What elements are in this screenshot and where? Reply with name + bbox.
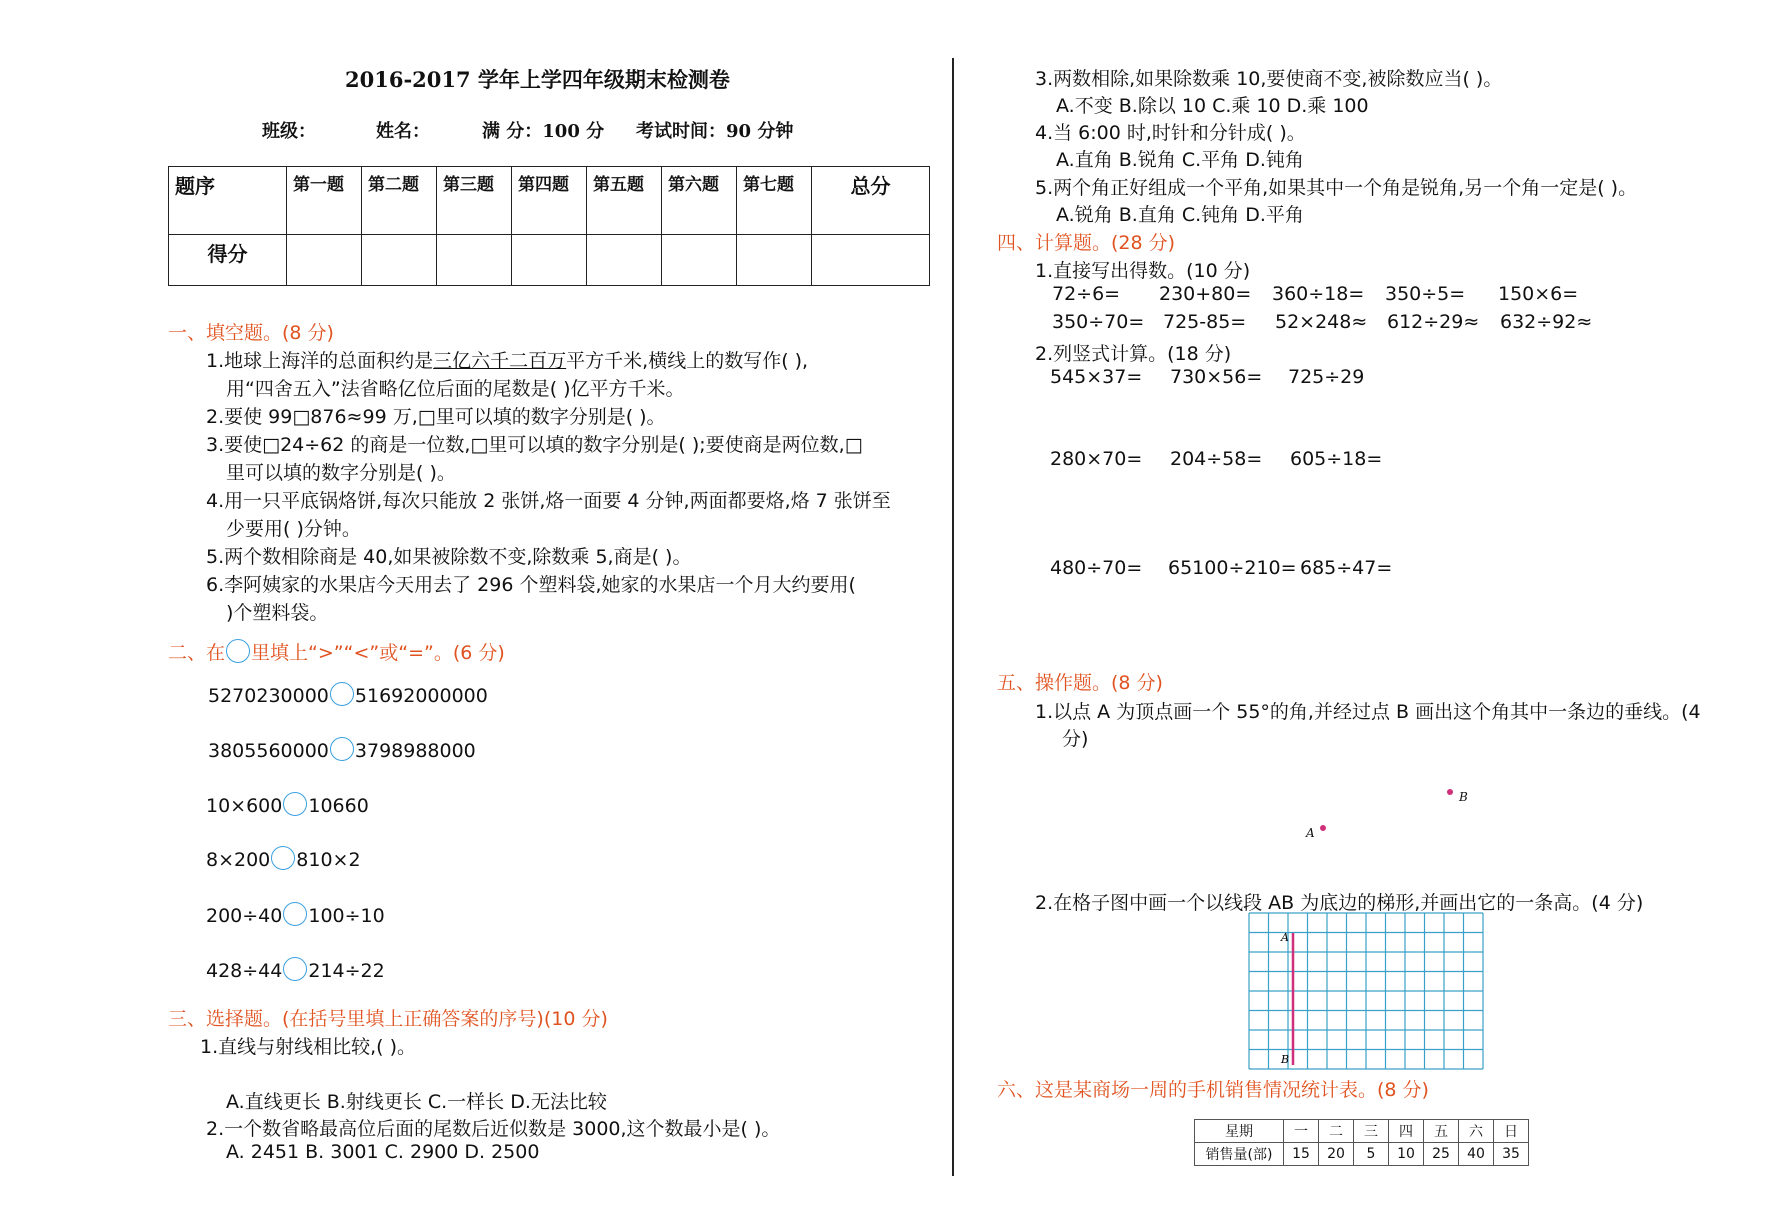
score-cell[interactable] xyxy=(512,235,587,286)
compare-item: 5270230000 51692000000 xyxy=(208,682,488,707)
sales-header: 五 xyxy=(1424,1120,1459,1143)
question-text: 分) xyxy=(1062,728,1089,750)
question-text: 少要用( )分钟。 xyxy=(226,518,361,540)
compare-item: 8×200 810×2 xyxy=(206,846,361,871)
score-cell[interactable] xyxy=(662,235,737,286)
calc-item: 685÷47= xyxy=(1300,557,1393,579)
sales-cell: 10 xyxy=(1389,1143,1424,1166)
sales-header: 六 xyxy=(1459,1120,1494,1143)
calc-item: 230+80= xyxy=(1159,283,1252,305)
question-text: 3.两数相除,如果除数乘 10,要使商不变,被除数应当( )。 xyxy=(1035,68,1503,90)
compare-circle-icon[interactable] xyxy=(283,792,307,816)
sales-table xyxy=(1194,1119,1529,1166)
score-header: 第五题 xyxy=(587,167,662,235)
calc-item: 725-85= xyxy=(1163,311,1247,333)
compare-item: 200÷40 100÷10 xyxy=(206,902,385,927)
grid-label-a: A xyxy=(1281,931,1289,944)
calc-item: 280×70= xyxy=(1050,448,1143,470)
page-title: 2016-2017 学年上学四年级期末检测卷 xyxy=(345,67,730,92)
calc-item: 72÷6= xyxy=(1052,283,1121,305)
point-b-label: B xyxy=(1459,790,1468,804)
calc-item: 545×37= xyxy=(1050,366,1143,388)
score-cell[interactable] xyxy=(587,235,662,286)
class-label: 班级： xyxy=(262,121,316,142)
score-header: 第一题 xyxy=(287,167,362,235)
question-text: 里可以填的数字分别是( )。 xyxy=(226,462,456,484)
sales-header: 三 xyxy=(1354,1120,1389,1143)
calc-item: 612÷29≈ xyxy=(1387,311,1480,333)
question-text: 用“四舍五入”法省略亿位后面的尾数是( )亿平方千米。 xyxy=(226,378,685,400)
sales-header: 二 xyxy=(1319,1120,1354,1143)
compare-circle-icon xyxy=(226,639,250,663)
point-b-dot xyxy=(1447,789,1453,795)
exam-time: 考试时间：90 分钟 xyxy=(636,121,794,142)
calc-item: 150×6= xyxy=(1498,283,1579,305)
sales-cell: 25 xyxy=(1424,1143,1459,1166)
sales-cell: 35 xyxy=(1494,1143,1529,1166)
question-text: 5.两个数相除商是 40,如果被除数不变,除数乘 5,商是( )。 xyxy=(206,546,692,568)
sales-cell: 5 xyxy=(1354,1143,1389,1166)
compare-item: 10×600 10660 xyxy=(206,792,369,817)
sales-cell: 15 xyxy=(1284,1143,1319,1166)
sales-header: 星期 xyxy=(1195,1120,1284,1143)
calc-item: 52×248≈ xyxy=(1275,311,1368,333)
sales-header: 四 xyxy=(1389,1120,1424,1143)
calc-item: 350÷70= xyxy=(1052,311,1145,333)
choice-options: A.直线更长 B.射线更长 C.一样长 D.无法比较 xyxy=(226,1091,607,1113)
question-text: 4.用一只平底锅烙饼,每次只能放 2 张饼,烙一面要 4 分钟,两面都要烙,烙 7 张饼至 xyxy=(206,490,891,512)
section-heading: 五、操作题。(8 分) xyxy=(997,672,1163,694)
calc-item: 632÷92≈ xyxy=(1500,311,1593,333)
sales-header: 一 xyxy=(1284,1120,1319,1143)
compare-item: 3805560000 3798988000 xyxy=(208,737,476,762)
question-text: 4.当 6:00 时,时针和分针成( )。 xyxy=(1035,122,1306,144)
question-text: 2.列竖式计算。(18 分) xyxy=(1035,343,1232,365)
question-text: 1.地球上海洋的总面积约是三亿六千二百万平方千米,横线上的数写作( ), xyxy=(206,350,809,372)
point-a-dot xyxy=(1320,825,1326,831)
question-text: 1.以点 A 为顶点画一个 55°的角,并经过点 B 画出这个角其中一条边的垂线。(4 xyxy=(1035,701,1701,723)
calc-item: 605÷18= xyxy=(1290,448,1383,470)
sales-cell: 40 xyxy=(1459,1143,1494,1166)
section-heading: 二、在 里填上“>”“<”或“=”。(6 分) xyxy=(168,638,505,665)
question-text: 2.在格子图中画一个以线段 AB 为底边的梯形,并画出它的一条高。(4 分) xyxy=(1035,892,1644,914)
sales-header: 日 xyxy=(1494,1120,1529,1143)
question-text: 5.两个角正好组成一个平角,如果其中一个角是锐角,另一个角一定是( )。 xyxy=(1035,177,1638,199)
score-cell[interactable] xyxy=(737,235,812,286)
name-label: 姓名： xyxy=(376,121,430,142)
score-cell[interactable] xyxy=(437,235,512,286)
score-header: 第四题 xyxy=(512,167,587,235)
full-score: 满 分：100 分 xyxy=(482,121,605,142)
score-table xyxy=(168,166,930,286)
score-header: 总分 xyxy=(812,167,930,235)
calc-item: 65100÷210= xyxy=(1168,557,1297,579)
score-header: 第三题 xyxy=(437,167,512,235)
score-header: 第二题 xyxy=(362,167,437,235)
compare-circle-icon[interactable] xyxy=(330,682,354,706)
choice-options: A.不变 B.除以 10 C.乘 10 D.乘 100 xyxy=(1056,95,1369,117)
question-text: 3.要使□24÷62 的商是一位数,□里可以填的数字分别是( );要使商是两位数,□ xyxy=(206,434,863,456)
grid-paper[interactable] xyxy=(1247,911,1487,1071)
score-cell[interactable] xyxy=(362,235,437,286)
question-text: 6.李阿姨家的水果店今天用去了 296 个塑料袋,她家的水果店一个月大约要用( xyxy=(206,574,856,596)
calc-item: 204÷58= xyxy=(1170,448,1263,470)
question-text: 2.一个数省略最高位后面的尾数后近似数是 3000,这个数最小是( )。 xyxy=(206,1118,781,1140)
section-heading: 六、这是某商场一周的手机销售情况统计表。(8 分) xyxy=(997,1079,1429,1101)
section-heading: 三、选择题。(在括号里填上正确答案的序号)(10 分) xyxy=(168,1008,608,1030)
score-header: 题序 xyxy=(169,167,287,235)
compare-item: 428÷44 214÷22 xyxy=(206,957,385,982)
grid-label-b: B xyxy=(1281,1053,1290,1066)
compare-circle-icon[interactable] xyxy=(330,737,354,761)
sales-cell: 销售量(部) xyxy=(1195,1143,1284,1166)
section-heading: 一、填空题。(8 分) xyxy=(168,322,334,344)
calc-item: 480÷70= xyxy=(1050,557,1143,579)
compare-circle-icon[interactable] xyxy=(283,902,307,926)
question-text: 1.直线与射线相比较,( )。 xyxy=(200,1036,417,1058)
score-header: 第七题 xyxy=(737,167,812,235)
sales-cell: 20 xyxy=(1319,1143,1354,1166)
choice-options: A.锐角 B.直角 C.钝角 D.平角 xyxy=(1056,204,1304,226)
score-header: 第六题 xyxy=(662,167,737,235)
choice-options: A.直角 B.锐角 C.平角 D.钝角 xyxy=(1056,149,1304,171)
score-cell[interactable] xyxy=(812,235,930,286)
choice-options: A. 2451 B. 3001 C. 2900 D. 2500 xyxy=(226,1141,540,1163)
question-text: 2.要使 99□876≈99 万,□里可以填的数字分别是( )。 xyxy=(206,406,666,428)
calc-item: 725÷29 xyxy=(1288,366,1365,388)
score-cell[interactable] xyxy=(287,235,362,286)
calc-item: 350÷5= xyxy=(1385,283,1466,305)
calc-item: 360÷18= xyxy=(1272,283,1365,305)
score-row-label: 得分 xyxy=(169,235,287,286)
question-text: )个塑料袋。 xyxy=(226,602,329,624)
compare-circle-icon[interactable] xyxy=(283,957,307,981)
question-text: 1.直接写出得数。(10 分) xyxy=(1035,260,1251,282)
calc-item: 730×56= xyxy=(1170,366,1263,388)
column-divider xyxy=(952,58,954,1176)
section-heading: 四、计算题。(28 分) xyxy=(997,232,1176,254)
compare-circle-icon[interactable] xyxy=(271,846,295,870)
point-a-label: A xyxy=(1306,826,1315,840)
